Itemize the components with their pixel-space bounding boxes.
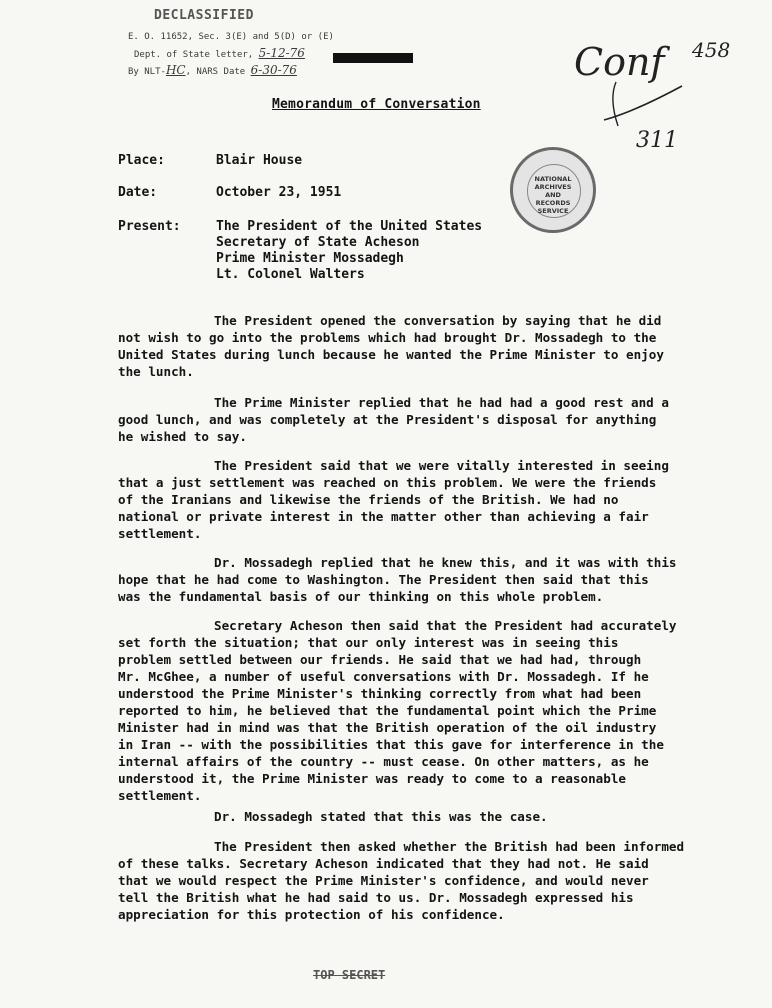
paragraph-line: that a just settlement was reached on this problem. We were the friends	[118, 475, 657, 490]
paragraph-line: hope that he had come to Washington. The President then said that this	[118, 572, 649, 587]
handwritten-flourish	[596, 80, 686, 130]
declass-line-3	[128, 63, 297, 80]
handwritten-number-311: 311	[636, 128, 678, 153]
paragraph-line: good lunch, and was completely at the President's disposal for anything	[118, 412, 657, 427]
date-label: Date:	[118, 185, 158, 200]
seal-text	[531, 175, 575, 215]
paragraph-1	[118, 312, 718, 380]
seal-line: SERVICE	[537, 207, 569, 215]
paragraph-line: settlement.	[118, 788, 202, 803]
archives-seal	[510, 147, 596, 233]
seal-line: ARCHIVES AND	[534, 183, 572, 199]
declass-line-2	[134, 46, 305, 63]
declass-line-2-prefix: Dept. of State letter,	[134, 50, 254, 60]
declass-line-3-prefix: By NLT-	[128, 67, 166, 77]
paragraph-6	[118, 808, 718, 825]
seal-line: RECORDS	[535, 199, 571, 207]
present-attendee: Lt. Colonel Walters	[216, 267, 365, 282]
paragraph-line: of the Iranians and likewise the friends of the British. We had no	[118, 492, 619, 507]
paragraph-line: was the fundamental basis of our thinking on this whole problem.	[118, 589, 604, 604]
paragraph-line: The President opened the conversation by saying that he did	[214, 313, 662, 328]
handwritten-conf: Conf	[574, 40, 665, 84]
paragraph-line: The President then asked whether the British had been informed	[214, 839, 685, 854]
paragraph-line: The President said that we were vitally interested in seeing	[214, 458, 669, 473]
paragraph-3	[118, 457, 718, 542]
declassified-title: DECLASSIFIED	[154, 8, 254, 23]
place-label: Place:	[118, 153, 165, 168]
paragraph-line: reported to him, he believed that the fundamental point which the Prime	[118, 703, 657, 718]
declass-line-1: E. O. 11652, Sec. 3(E) and 5(D) or (E)	[128, 32, 334, 42]
paragraph-7	[118, 838, 718, 923]
paragraph-line: Secretary Acheson then said that the President had accurately	[214, 618, 677, 633]
declass-initials: HC	[165, 63, 186, 77]
date-value: October 23, 1951	[216, 185, 342, 200]
paragraph-line: appreciation for this protection of his confidence.	[118, 907, 505, 922]
paragraph-line: not wish to go into the problems which had brought Dr. Mossadegh to the	[118, 330, 657, 345]
paragraph-line: he wished to say.	[118, 429, 247, 444]
paragraph-line: tell the British what he had said to us. Dr. Mossadegh expressed his	[118, 890, 634, 905]
paragraph-line: problem settled between our friends. He said that we had had, through	[118, 652, 642, 667]
paragraph-5	[118, 617, 718, 804]
paragraph-line: internal affairs of the country -- must cease. On other matters, as he	[118, 754, 649, 769]
paragraph-line: in Iran -- with the possibilities that this gave for interference in the	[118, 737, 664, 752]
declass-line-3-mid: , NARS Date	[185, 67, 246, 77]
paragraph-line: that we would respect the Prime Minister's confidence, and would never	[118, 873, 649, 888]
paragraph-line: settlement.	[118, 526, 202, 541]
seal-line: NATIONAL	[534, 175, 572, 183]
paragraph-line: national or private interest in the matter other than achieving a fair	[118, 509, 649, 524]
present-label: Present:	[118, 219, 181, 234]
handwritten-number-458: 458	[692, 38, 731, 62]
paragraph-line: Minister had in mind was that the British operation of the oil industry	[118, 720, 657, 735]
declass-letter-date: 5-12-76	[258, 46, 305, 60]
paragraph-line: Mr. McGhee, a number of useful conversations with Dr. Mossadegh. If he	[118, 669, 649, 684]
paragraph-line: The Prime Minister replied that he had had a good rest and a	[214, 395, 669, 410]
paragraph-line: set forth the situation; that our only interest was in seeing this	[118, 635, 619, 650]
document-title: Memorandum of Conversation	[272, 97, 481, 112]
declass-nars-date: 6-30-76	[250, 63, 297, 77]
paragraph-line: Dr. Mossadegh stated that this was the case.	[214, 809, 548, 824]
present-attendee: Prime Minister Mossadegh	[216, 251, 404, 266]
footer-classification: TOP SECRET	[313, 968, 386, 982]
present-attendee: Secretary of State Acheson	[216, 235, 420, 250]
paragraph-line: Dr. Mossadegh replied that he knew this, and it was with this	[214, 555, 677, 570]
paragraph-line: of these talks. Secretary Acheson indicated that they had not. He said	[118, 856, 649, 871]
paragraph-4	[118, 554, 718, 605]
paragraph-line: understood it, the Prime Minister was ready to come to a reasonable	[118, 771, 626, 786]
paragraph-2	[118, 394, 718, 445]
redaction-bar	[333, 53, 413, 63]
paragraph-line: the lunch.	[118, 364, 194, 379]
paragraph-line: understood the Prime Minister's thinking correctly from what had been	[118, 686, 642, 701]
paragraph-line: United States during lunch because he wanted the Prime Minister to enjoy	[118, 347, 664, 362]
place-value: Blair House	[216, 153, 303, 168]
present-attendee: The President of the United States	[216, 219, 483, 234]
